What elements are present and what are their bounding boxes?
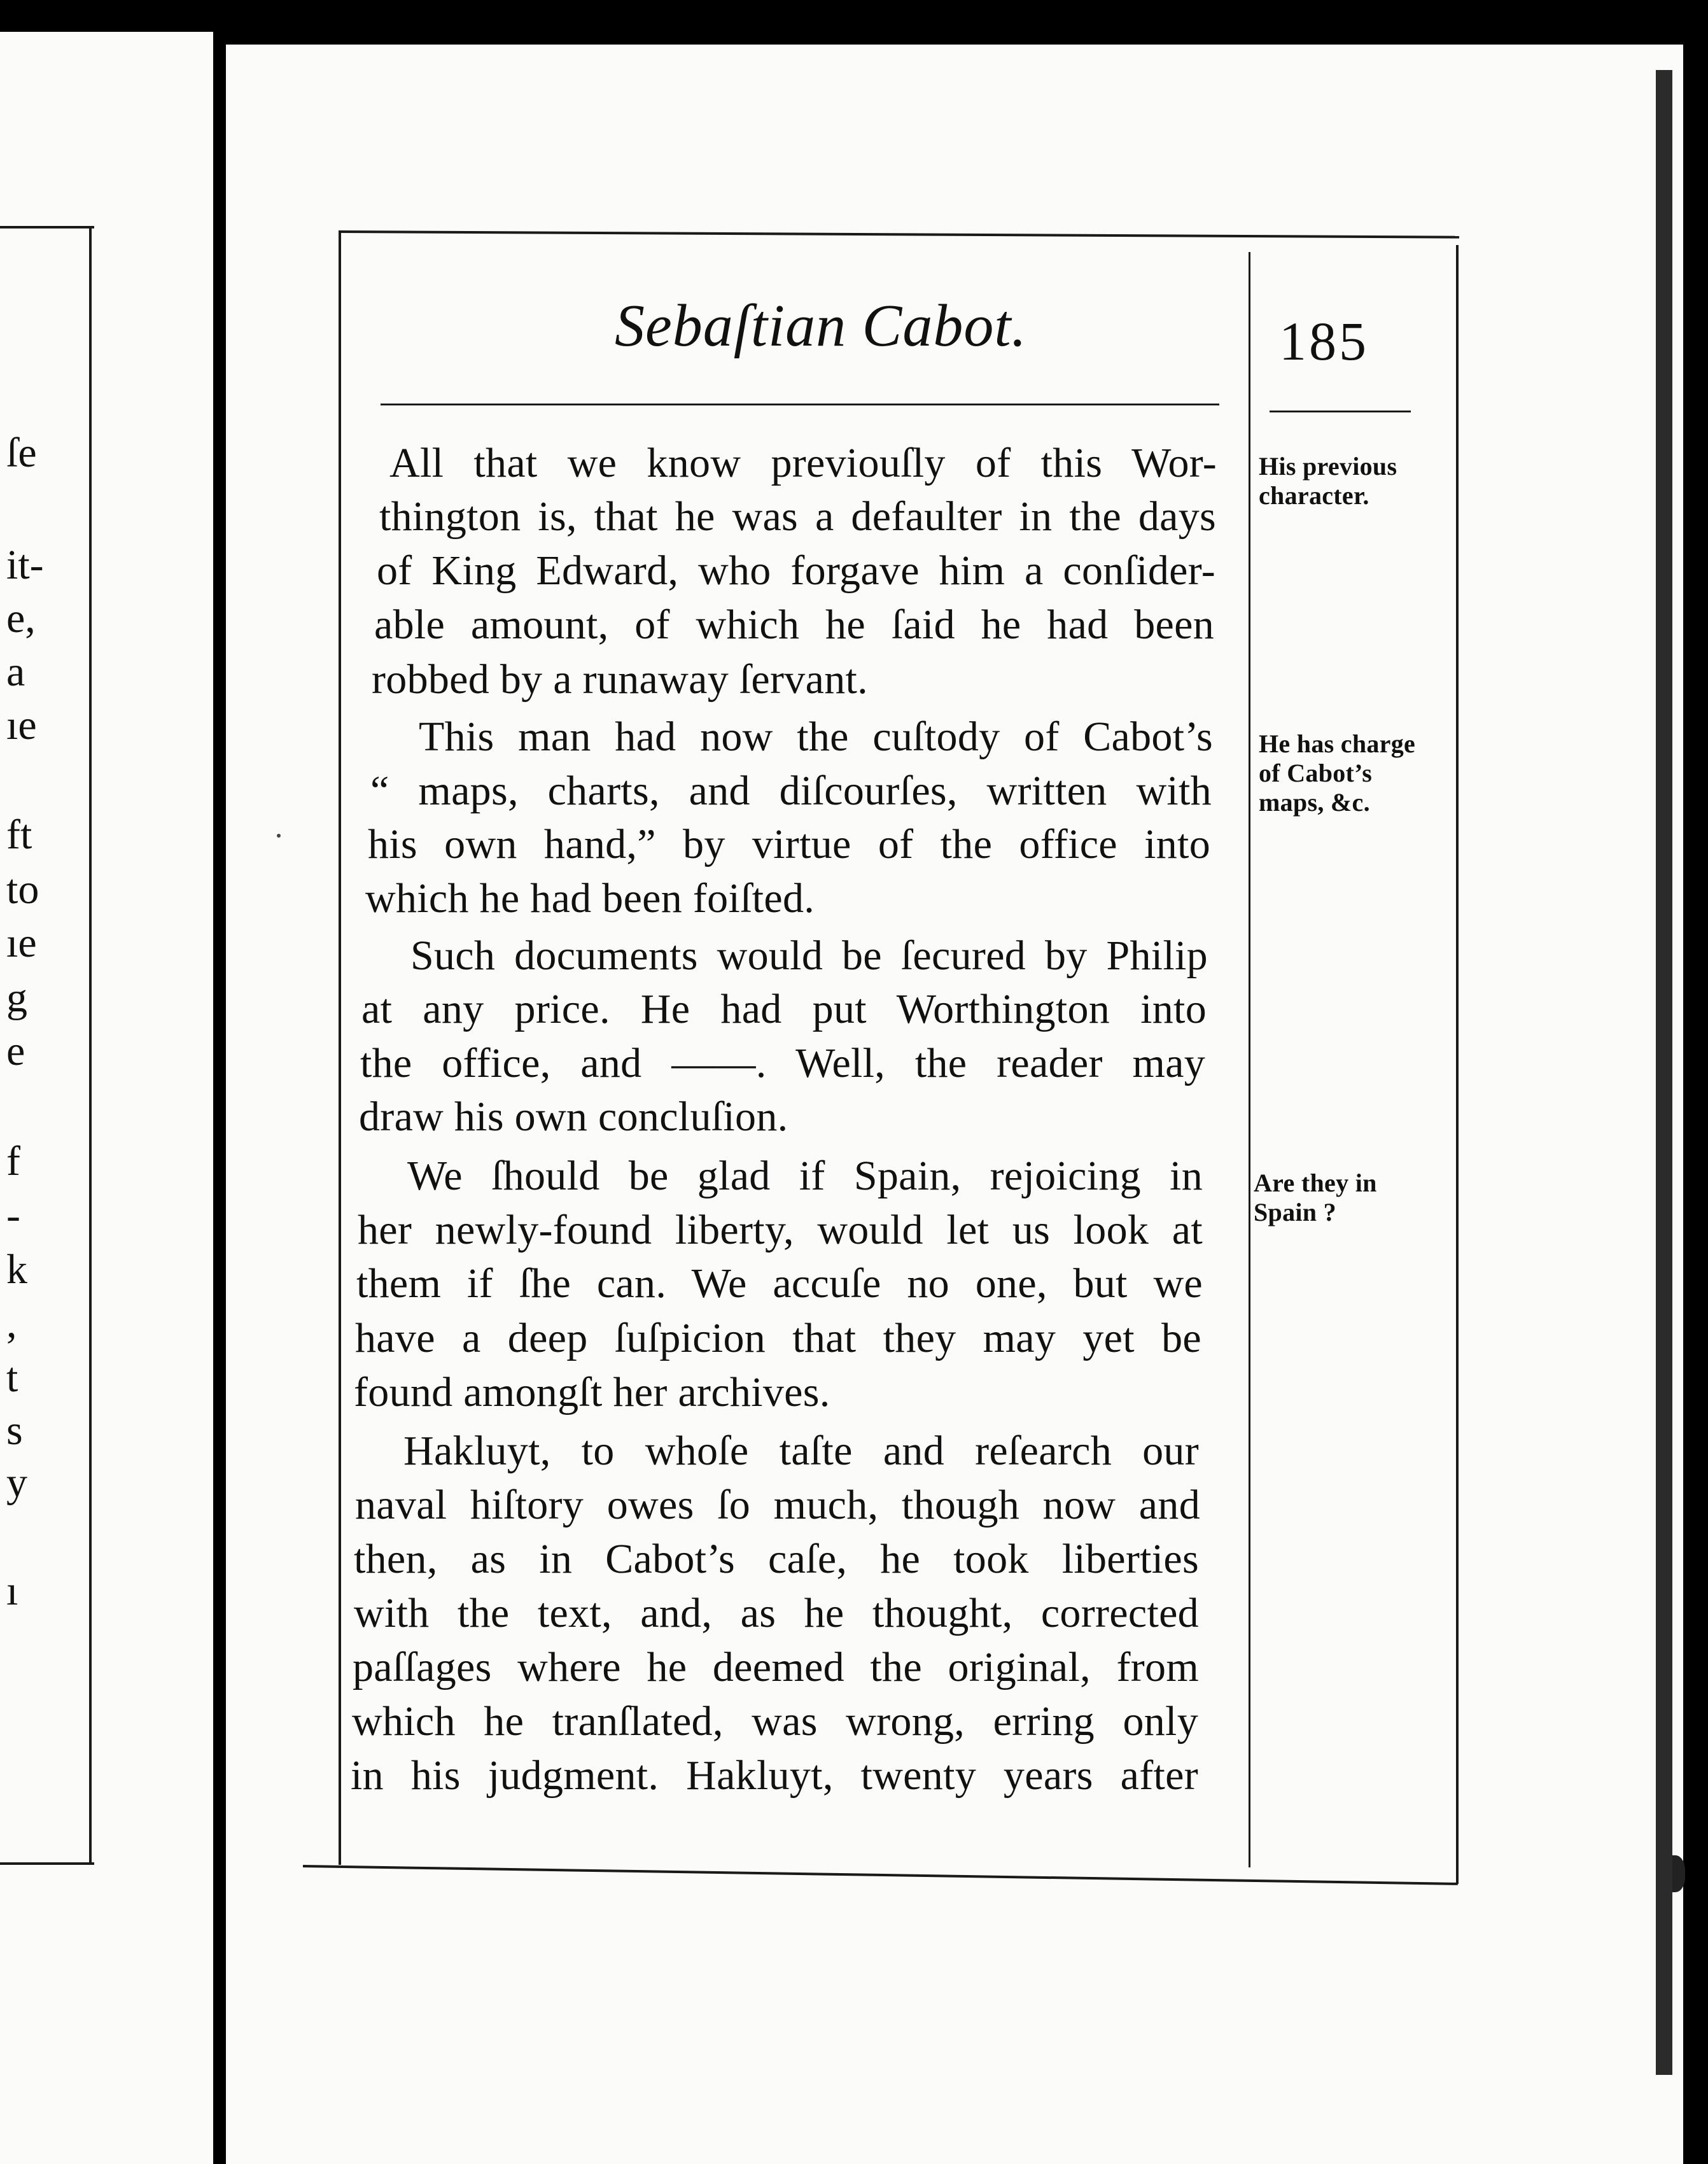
left-page-fragment: k xyxy=(6,1246,27,1293)
left-page-fragment: it- xyxy=(6,542,44,588)
body-line: found amongſt her archives. xyxy=(354,1369,830,1416)
page-number: 185 xyxy=(1279,311,1369,372)
left-page-fragment: ſe xyxy=(6,430,37,476)
page-edge-shadow xyxy=(1656,70,1672,2075)
margin-note-line: He has charge xyxy=(1259,729,1416,758)
left-page-fragment: ıe xyxy=(6,920,37,966)
body-line: which he had been foiſted. xyxy=(365,875,815,922)
margin-divider-rule xyxy=(1249,252,1250,1867)
left-page-fragment: y xyxy=(6,1459,27,1506)
body-line: All that we know previouſly of this Wor- xyxy=(389,440,1217,486)
body-line: paſſages where he deemed the original, from xyxy=(353,1644,1199,1690)
header-underline-rule xyxy=(381,404,1219,405)
body-line: Hakluyt, to whoſe taſte and reſearch our xyxy=(403,1428,1199,1474)
body-line: at any price. He had put Worthington into xyxy=(361,986,1207,1032)
body-line: which he tranſlated, was wrong, erring only xyxy=(352,1698,1198,1745)
body-line: “ maps, charts, and diſcourſes, written with xyxy=(370,768,1212,814)
body-line: We ſhould be glad if Spain, rejoicing in xyxy=(407,1153,1203,1199)
left-page xyxy=(0,32,213,2164)
ink-speck xyxy=(277,834,281,838)
body-line: thington is, that he was a defaulter in the days xyxy=(379,493,1216,540)
left-page-fragment: g xyxy=(6,974,27,1021)
body-line: of King Edward, who forgave him a conſider- xyxy=(377,547,1215,594)
left-page-fragment: , xyxy=(6,1300,17,1347)
left-page-frame-right xyxy=(89,226,92,1865)
left-page-fragment: a xyxy=(6,649,25,695)
left-page-fragment: e xyxy=(6,1028,25,1074)
body-line: then, as in Cabot’s caſe, he took liberties xyxy=(354,1536,1199,1582)
margin-note-line: maps, &c. xyxy=(1259,788,1370,817)
body-line: her newly-found liberty, would let us look at xyxy=(358,1207,1203,1253)
body-line: the office, and ——. Well, the reader may xyxy=(360,1040,1205,1086)
body-line: draw his own concluſion. xyxy=(359,1093,788,1140)
body-line: robbed by a runaway ſervant. xyxy=(372,656,868,703)
body-line: able amount, of which he ſaid he had been xyxy=(374,601,1214,648)
body-line: his own hand,” by virtue of the office into xyxy=(368,821,1210,868)
left-page-fragment: s xyxy=(6,1407,23,1454)
body-line: naval hiſtory owes ſo much, though now and xyxy=(355,1482,1200,1528)
left-page-frame-top xyxy=(0,226,94,228)
margin-note-line: character. xyxy=(1259,481,1369,510)
left-page-fragment: to xyxy=(6,866,39,913)
body-line: with the text, and, as he thought, corrected xyxy=(354,1590,1199,1636)
running-title: Sebaſtian Cabot. xyxy=(615,293,1027,359)
left-page-fragment: ıe xyxy=(6,702,37,748)
left-page-fragment: e, xyxy=(6,595,36,642)
margin-header-rule xyxy=(1270,411,1411,412)
body-line: them if ſhe can. We accuſe no one, but we xyxy=(356,1260,1203,1307)
left-page-fragment: f xyxy=(6,1138,20,1184)
left-page-fragment: t xyxy=(6,1354,18,1401)
margin-note-line: Spain ? xyxy=(1254,1198,1336,1226)
body-line: This man had now the cuſtody of Cabot’s xyxy=(419,713,1213,760)
body-line: have a deep ſuſpicion that they may yet be xyxy=(355,1315,1201,1361)
margin-note-line: Are they in xyxy=(1254,1169,1377,1197)
left-page-fragment: ft xyxy=(6,812,32,858)
left-page-frame-bottom xyxy=(0,1862,94,1865)
margin-note-line: His previous xyxy=(1259,452,1397,481)
left-page-fragment: - xyxy=(6,1192,20,1239)
margin-note-line: of Cabot’s xyxy=(1259,759,1373,787)
body-line: Such documents would be ſecured by Philip xyxy=(410,932,1208,979)
frame-left-rule xyxy=(339,230,341,1865)
body-line: in his judgment. Hakluyt, twenty years after xyxy=(351,1752,1198,1799)
frame-right-rule xyxy=(1456,245,1459,1884)
left-page-fragment: ı xyxy=(6,1568,18,1614)
